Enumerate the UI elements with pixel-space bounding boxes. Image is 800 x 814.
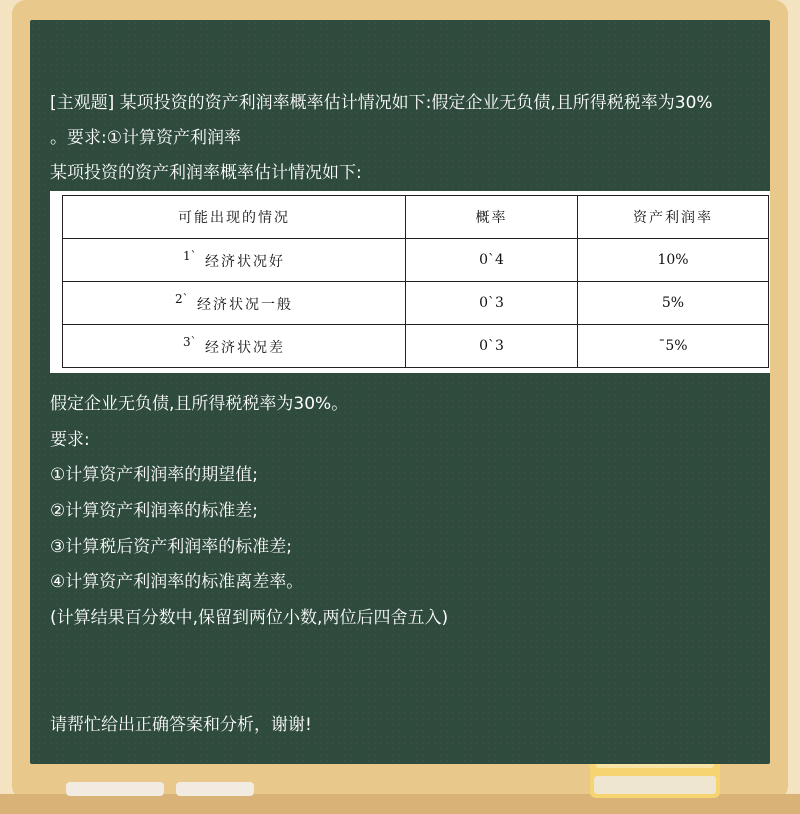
cell-probability: 0`3	[406, 282, 578, 325]
row-number: 1`	[183, 249, 197, 263]
question-line-1: [主观题] 某项投资的资产利润率概率估计情况如下:假定企业无负债,且所得税税率为30%	[50, 93, 713, 113]
rounding-note: (计算结果百分数中,保留到两位小数,两位后四舍五入)	[50, 608, 449, 628]
table-row	[63, 239, 769, 282]
closing-request: 请帮忙给出正确答案和分析，谢谢!	[50, 715, 312, 735]
header-situation: 可能出现的情况	[63, 196, 406, 239]
probability-table	[62, 195, 769, 368]
cell-rate: ˉ5%	[578, 325, 769, 368]
chalk-box-base	[594, 776, 716, 794]
assumption-text: 假定企业无负债,且所得税税率为30%。	[50, 394, 349, 414]
requirement-label: 要求:	[50, 430, 90, 450]
requirement-2: ②计算资产利润率的标准差;	[50, 501, 258, 521]
question-line-2: 。要求:①计算资产利润率	[50, 128, 241, 148]
cell-situation	[63, 325, 406, 368]
probability-table-image	[50, 191, 770, 373]
situation-text: 经济状况好	[205, 254, 285, 270]
question-intro: 某项投资的资产利润率概率估计情况如下:	[50, 163, 362, 183]
cell-probability: 0`3	[406, 325, 578, 368]
situation-text: 经济状况差	[205, 340, 285, 356]
cell-situation	[63, 239, 406, 282]
cell-rate: 5%	[578, 282, 769, 325]
cell-probability: 0`4	[406, 239, 578, 282]
requirement-3: ③计算税后资产利润率的标准差;	[50, 537, 292, 557]
table-row	[63, 325, 769, 368]
cell-situation	[63, 282, 406, 325]
eraser-icon	[66, 782, 164, 796]
header-probability: 概率	[406, 196, 578, 239]
requirement-4: ④计算资产利润率的标准离差率。	[50, 572, 304, 592]
table-row	[63, 282, 769, 325]
situation-text: 经济状况一般	[197, 297, 293, 313]
table-header-row	[63, 196, 769, 239]
requirement-1: ①计算资产利润率的期望值;	[50, 465, 258, 485]
header-rate: 资产利润率	[578, 196, 769, 239]
row-number: 3`	[183, 335, 197, 349]
cell-rate: 10%	[578, 239, 769, 282]
row-number: 2`	[175, 292, 189, 306]
eraser-icon-small	[176, 782, 254, 796]
